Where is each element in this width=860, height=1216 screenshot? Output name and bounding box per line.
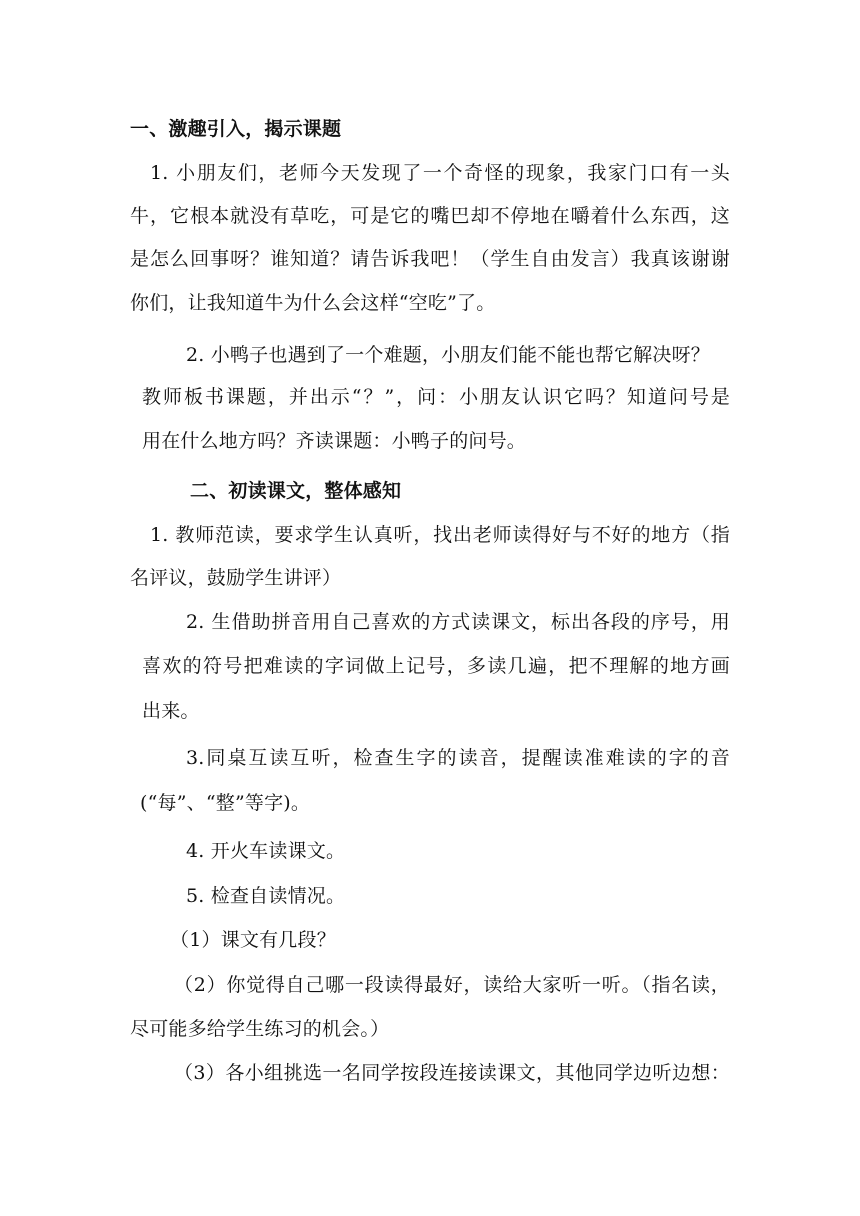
paragraph-line: 1. 教师范读，要求学生认真听，找出老师读得好与不好的地方（指 <box>150 524 730 546</box>
paragraph-line: 3.同桌互读互听，检查生字的读音，提醒读准难读的字的音 <box>186 747 730 769</box>
paragraph-line: 名评议，鼓励学生讲评） <box>130 567 342 589</box>
sub-item-1: （1）课文有几段？ <box>170 929 336 951</box>
paragraph-line: 2. 小鸭子也遇到了一个难题，小朋友们能不能也帮它解决呀？ <box>186 344 710 366</box>
paragraph-line: 尽可能多给学生练习的机会。） <box>130 1018 390 1040</box>
sub-item-3: （3）各小组挑选一名同学按段连接读课文，其他同学边听边想： <box>174 1062 730 1084</box>
list-item-5: 5. 检查自读情况。 <box>186 885 346 907</box>
paragraph-line: 喜欢的符号把难读的字词做上记号，多读几遍，把不理解的地方画 <box>142 655 730 677</box>
paragraph-line: 是怎么回事呀？谁知道？请告诉我吧！（学生自由发言）我真该谢谢 <box>130 248 730 270</box>
paragraph-line: 教师板书课题，并出示“？”，问：小朋友认识它吗？知道问号是 <box>142 386 730 408</box>
paragraph-line: 2. 生借助拼音用自己喜欢的方式读课文，标出各段的序号，用 <box>186 611 730 633</box>
section-heading-1: 一、激趣引入，揭示课题 <box>130 118 342 140</box>
paragraph-line: 用在什么地方吗？齐读课题：小鸭子的问号。 <box>142 430 527 452</box>
paragraph-line: （2）你觉得自己哪一段读得最好，读给大家听一听。（指名读， <box>174 974 730 996</box>
paragraph-line: 牛，它根本就没有草吃，可是它的嘴巴却不停地在嚼着什么东西，这 <box>130 205 730 227</box>
paragraph-line: (“每”、“整”等字)。 <box>140 792 311 814</box>
paragraph-line: 出来。 <box>142 700 200 722</box>
paragraph-line: 你们，让我知道牛为什么会这样“空吃”了。 <box>130 292 496 314</box>
list-item-4: 4. 开火车读课文。 <box>186 840 346 862</box>
section-heading-2: 二、初读课文，整体感知 <box>190 480 402 502</box>
paragraph-line: 1. 小朋友们，老师今天发现了一个奇怪的现象，我家门口有一头 <box>150 162 730 184</box>
